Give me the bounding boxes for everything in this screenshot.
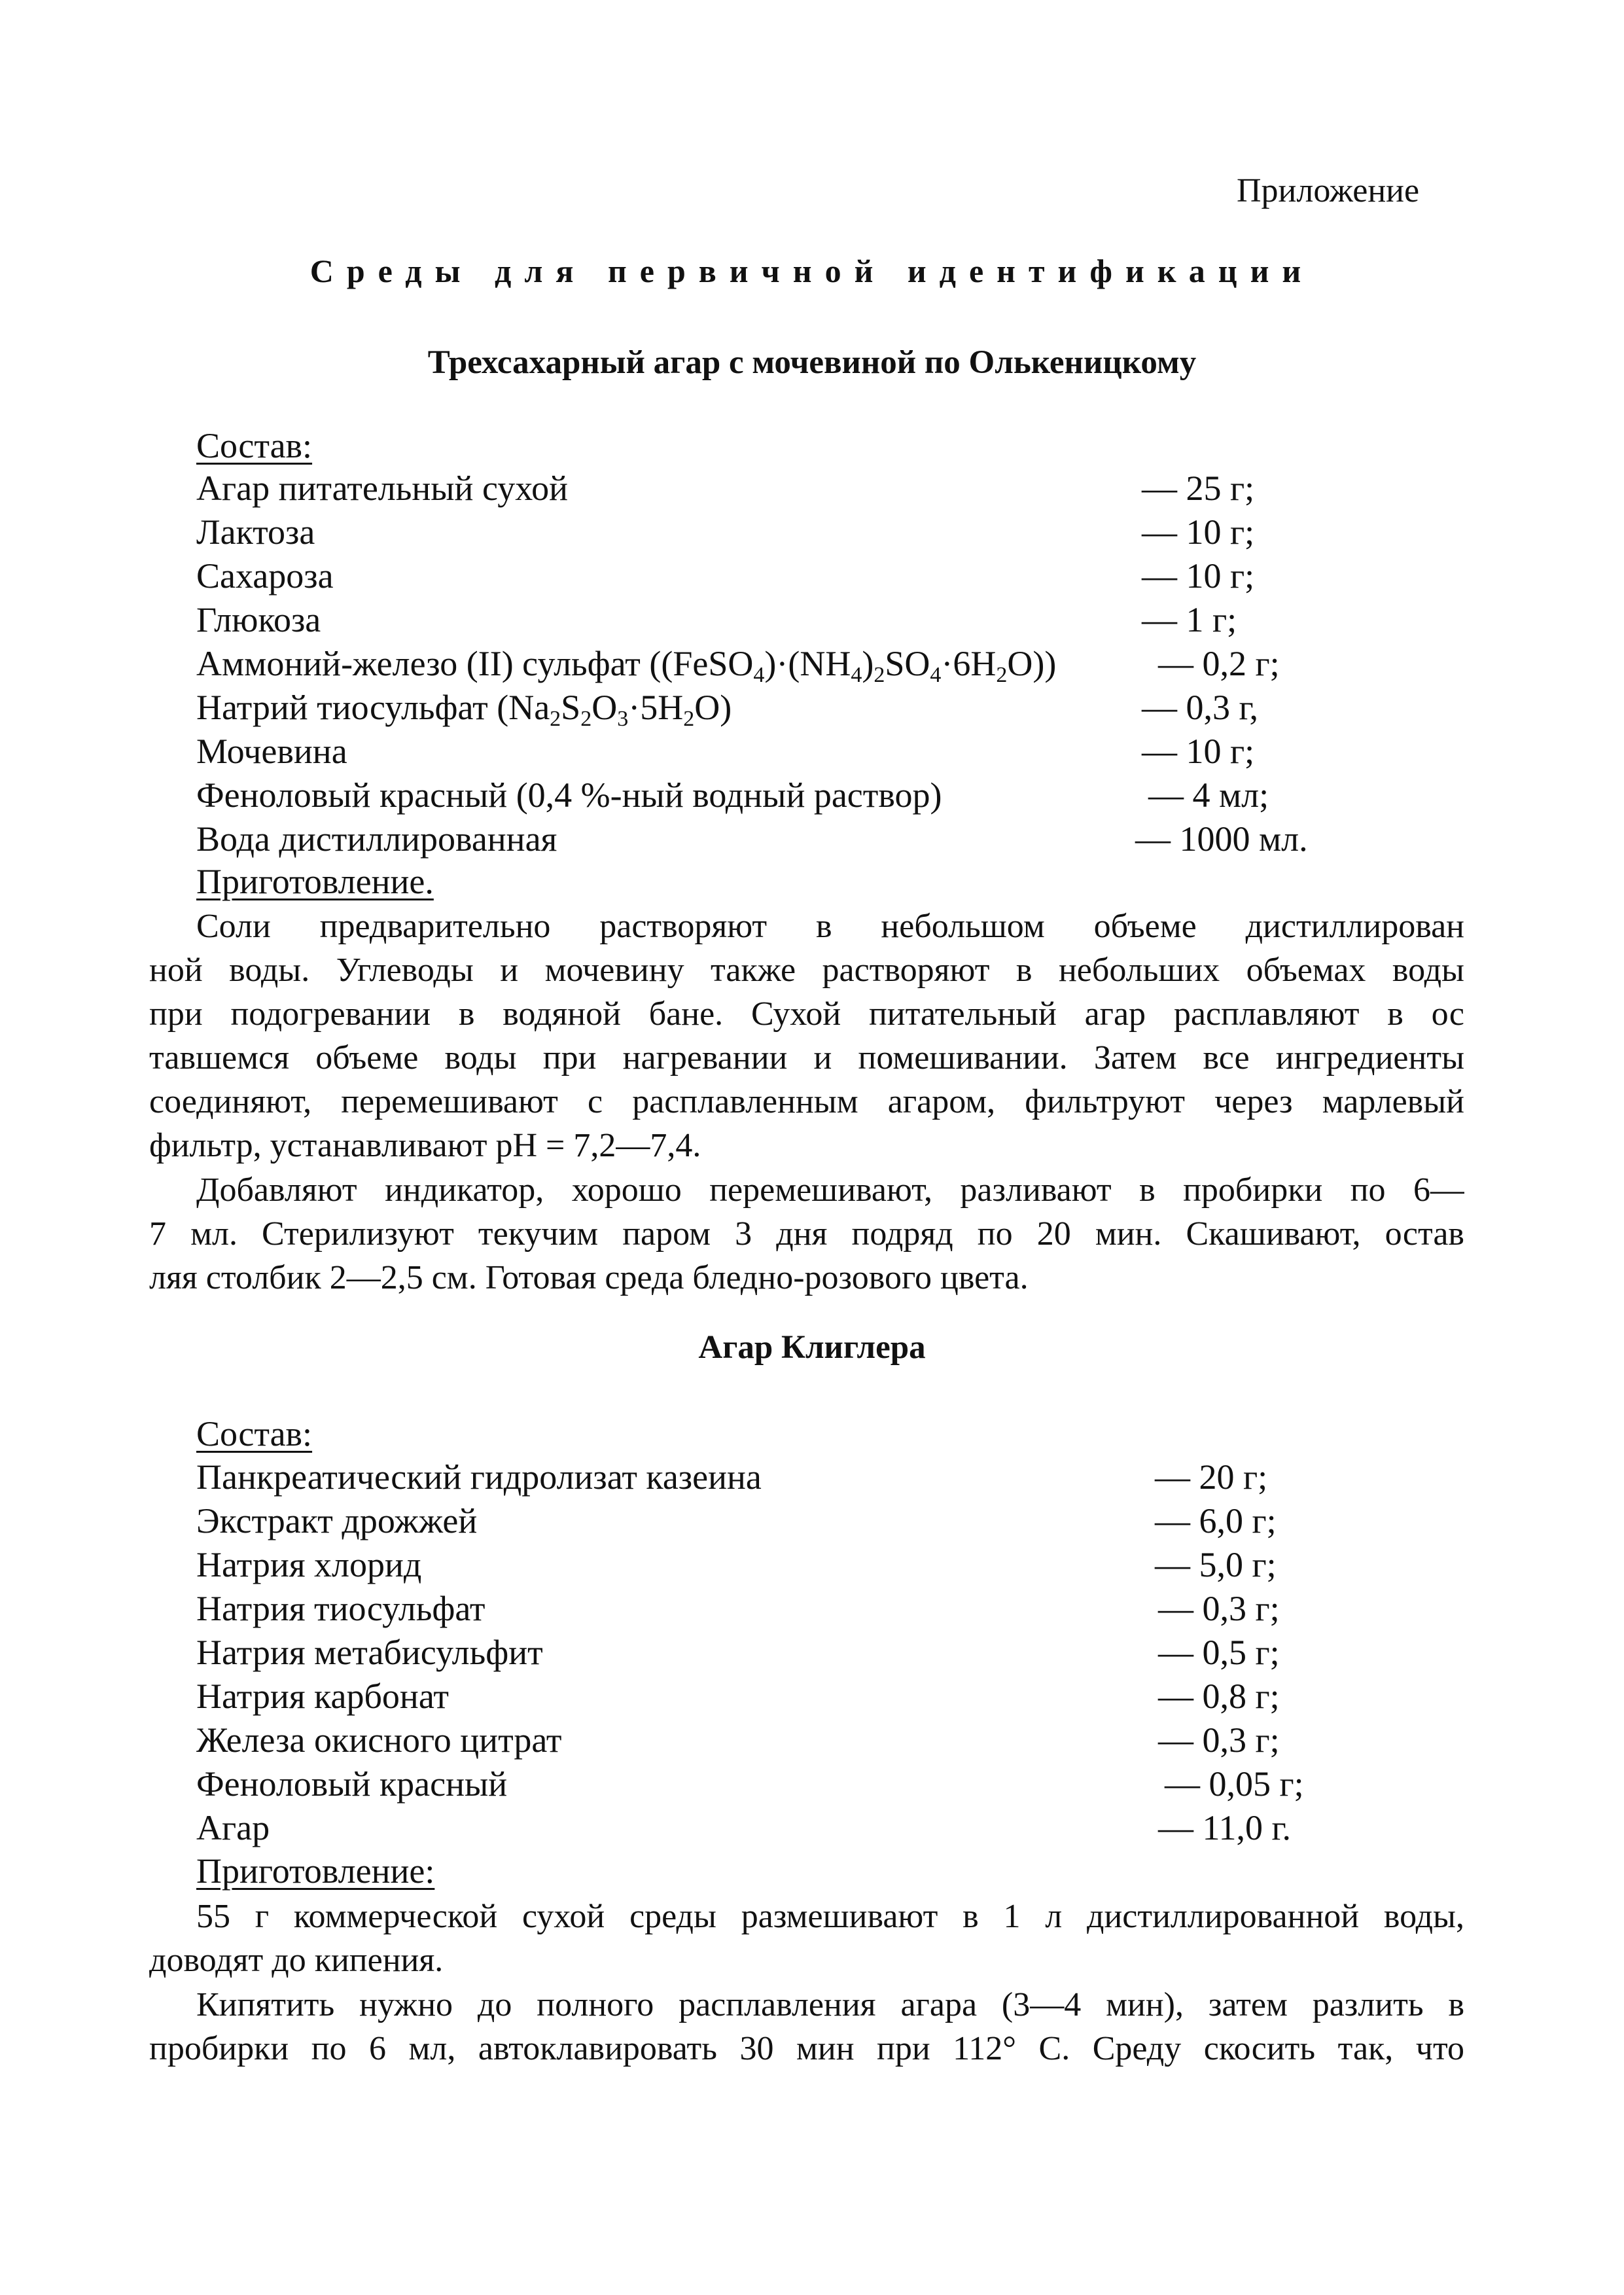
paragraph-line: при подогревании в водяной бане. Сухой питательный агар расплавляют в ос bbox=[149, 995, 1464, 1033]
ingredient-amount: — 1 г; bbox=[1142, 600, 1237, 639]
ingredient-name: Натрия метабисульфит bbox=[196, 1633, 543, 1672]
preparation-paragraph bbox=[149, 1895, 1464, 1982]
ingredient-name: Мочевина bbox=[196, 732, 347, 771]
ingredient-name: Глюкоза bbox=[196, 600, 321, 639]
composition-label: Состав: bbox=[196, 1414, 313, 1453]
paragraph-line: ляя столбик 2—2,5 см. Готовая среда бледно-розового цвета. bbox=[149, 1259, 1029, 1296]
paragraph-line: Кипятить нужно до полного расплавления агара (3—4 мин), затем разлить в bbox=[196, 1986, 1464, 2023]
paragraph-line: 7 мл. Стерилизуют текучим паром 3 дня подряд по 20 мин. Скашивают, остав bbox=[149, 1215, 1464, 1253]
ingredient-amount: — 11,0 г. bbox=[1158, 1808, 1292, 1847]
preparation-label: Приготовление: bbox=[196, 1851, 435, 1891]
paragraph-line: тавшемся объеме воды при нагревании и помешивании. Затем все ингредиенты bbox=[149, 1039, 1464, 1076]
paragraph-line: доводят до кипения. bbox=[149, 1942, 444, 1979]
preparation-paragraph bbox=[149, 1983, 1464, 2071]
ingredient-name: Феноловый красный bbox=[196, 1764, 508, 1804]
paragraph-line: 55 г коммерческой сухой среды размешивают в 1 л дистиллированной воды, bbox=[196, 1898, 1464, 1935]
ingredient-name: Сахароза bbox=[196, 556, 334, 596]
ingredient-amount: — 1000 мл. bbox=[1135, 819, 1308, 859]
formula-render: Натрий тиосульфат $(Na_2S_2O_3\cdot 5H_2O)$ bbox=[196, 688, 732, 731]
ingredient-name: Натрия тиосульфат bbox=[196, 1589, 485, 1628]
paragraph-line: ной воды. Углеводы и мочевину также растворяют в небольших объемах воды bbox=[149, 952, 1464, 989]
ingredient-amount: — 0,5 г; bbox=[1158, 1633, 1280, 1672]
ingredient-name-formula bbox=[196, 643, 1057, 687]
ingredient-name: Панкреатический гидролизат казеина bbox=[196, 1457, 762, 1497]
ingredient-amount: — 0,8 г; bbox=[1158, 1677, 1280, 1716]
ingredient-name: Железа окисного цитрат bbox=[196, 1720, 562, 1760]
paragraph-line: Добавляют индикатор, хорошо перемешивают, разливают в пробирки по 6— bbox=[196, 1171, 1464, 1209]
ingredient-amount: — 0,3 г, bbox=[1142, 688, 1259, 727]
preparation-paragraph bbox=[149, 904, 1464, 1167]
paragraph-line: пробирки по 6 мл, автоклавировать 30 мин при 112° С. Среду скосить так, что bbox=[149, 2030, 1464, 2067]
appendix-label: Приложение bbox=[1237, 172, 1420, 209]
ingredient-name: Лактоза bbox=[196, 512, 315, 552]
ingredient-name-formula bbox=[196, 687, 732, 731]
ingredient-name: Феноловый красный (0,4 %-ный водный раствор) bbox=[196, 775, 942, 815]
ingredient-amount: — 0,3 г; bbox=[1158, 1720, 1280, 1760]
ingredient-name: Экстракт дрожжей bbox=[196, 1501, 478, 1540]
ingredient-amount: — 4 мл; bbox=[1148, 775, 1269, 815]
ingredient-amount: — 10 г; bbox=[1142, 732, 1255, 771]
composition-label: Состав: bbox=[196, 426, 313, 465]
section-title: Среды для первичной идентификации bbox=[309, 253, 1315, 289]
ingredient-name: Натрия хлорид bbox=[196, 1545, 422, 1584]
preparation-paragraph bbox=[149, 1168, 1464, 1300]
ingredient-name: Агар bbox=[196, 1808, 270, 1847]
medium-title-kligler: Агар Клиглера bbox=[698, 1329, 926, 1366]
ingredient-amount: — 20 г; bbox=[1155, 1457, 1268, 1497]
ingredient-amount: — 0,3 г; bbox=[1158, 1589, 1280, 1628]
paragraph-line: фильтр, устанавливают pH = 7,2—7,4. bbox=[149, 1127, 701, 1164]
preparation-label: Приготовление. bbox=[196, 862, 434, 901]
ingredient-name: Вода дистиллированная bbox=[196, 819, 557, 859]
medium-title-olkenitsky: Трехсахарный агар с мочевиной по Олькеницкому bbox=[427, 344, 1197, 381]
ingredient-name: Натрия карбонат bbox=[196, 1677, 449, 1716]
ingredient-amount: — 5,0 г; bbox=[1155, 1545, 1277, 1584]
ingredient-amount: — 10 г; bbox=[1142, 556, 1255, 596]
ingredient-amount: — 0,05 г; bbox=[1165, 1764, 1304, 1804]
ingredient-name: Агар питательный сухой bbox=[196, 469, 569, 508]
formula-render: Аммоний-железо (II) сульфат $((FeSO_4)\cdot(NH_4)_2SO_4\cdot 6H_2O)$) bbox=[196, 644, 1057, 687]
ingredient-amount: — 0,2 г; bbox=[1158, 644, 1280, 683]
ingredient-amount: — 25 г; bbox=[1142, 469, 1255, 508]
paragraph-line: Соли предварительно растворяют в небольшом объеме дистиллирован bbox=[196, 908, 1464, 945]
ingredient-amount: — 6,0 г; bbox=[1155, 1501, 1277, 1540]
ingredient-amount: — 10 г; bbox=[1142, 512, 1255, 552]
paragraph-line: соединяют, перемешивают с расплавленным агаром, фильтруют через марлевый bbox=[149, 1083, 1464, 1120]
